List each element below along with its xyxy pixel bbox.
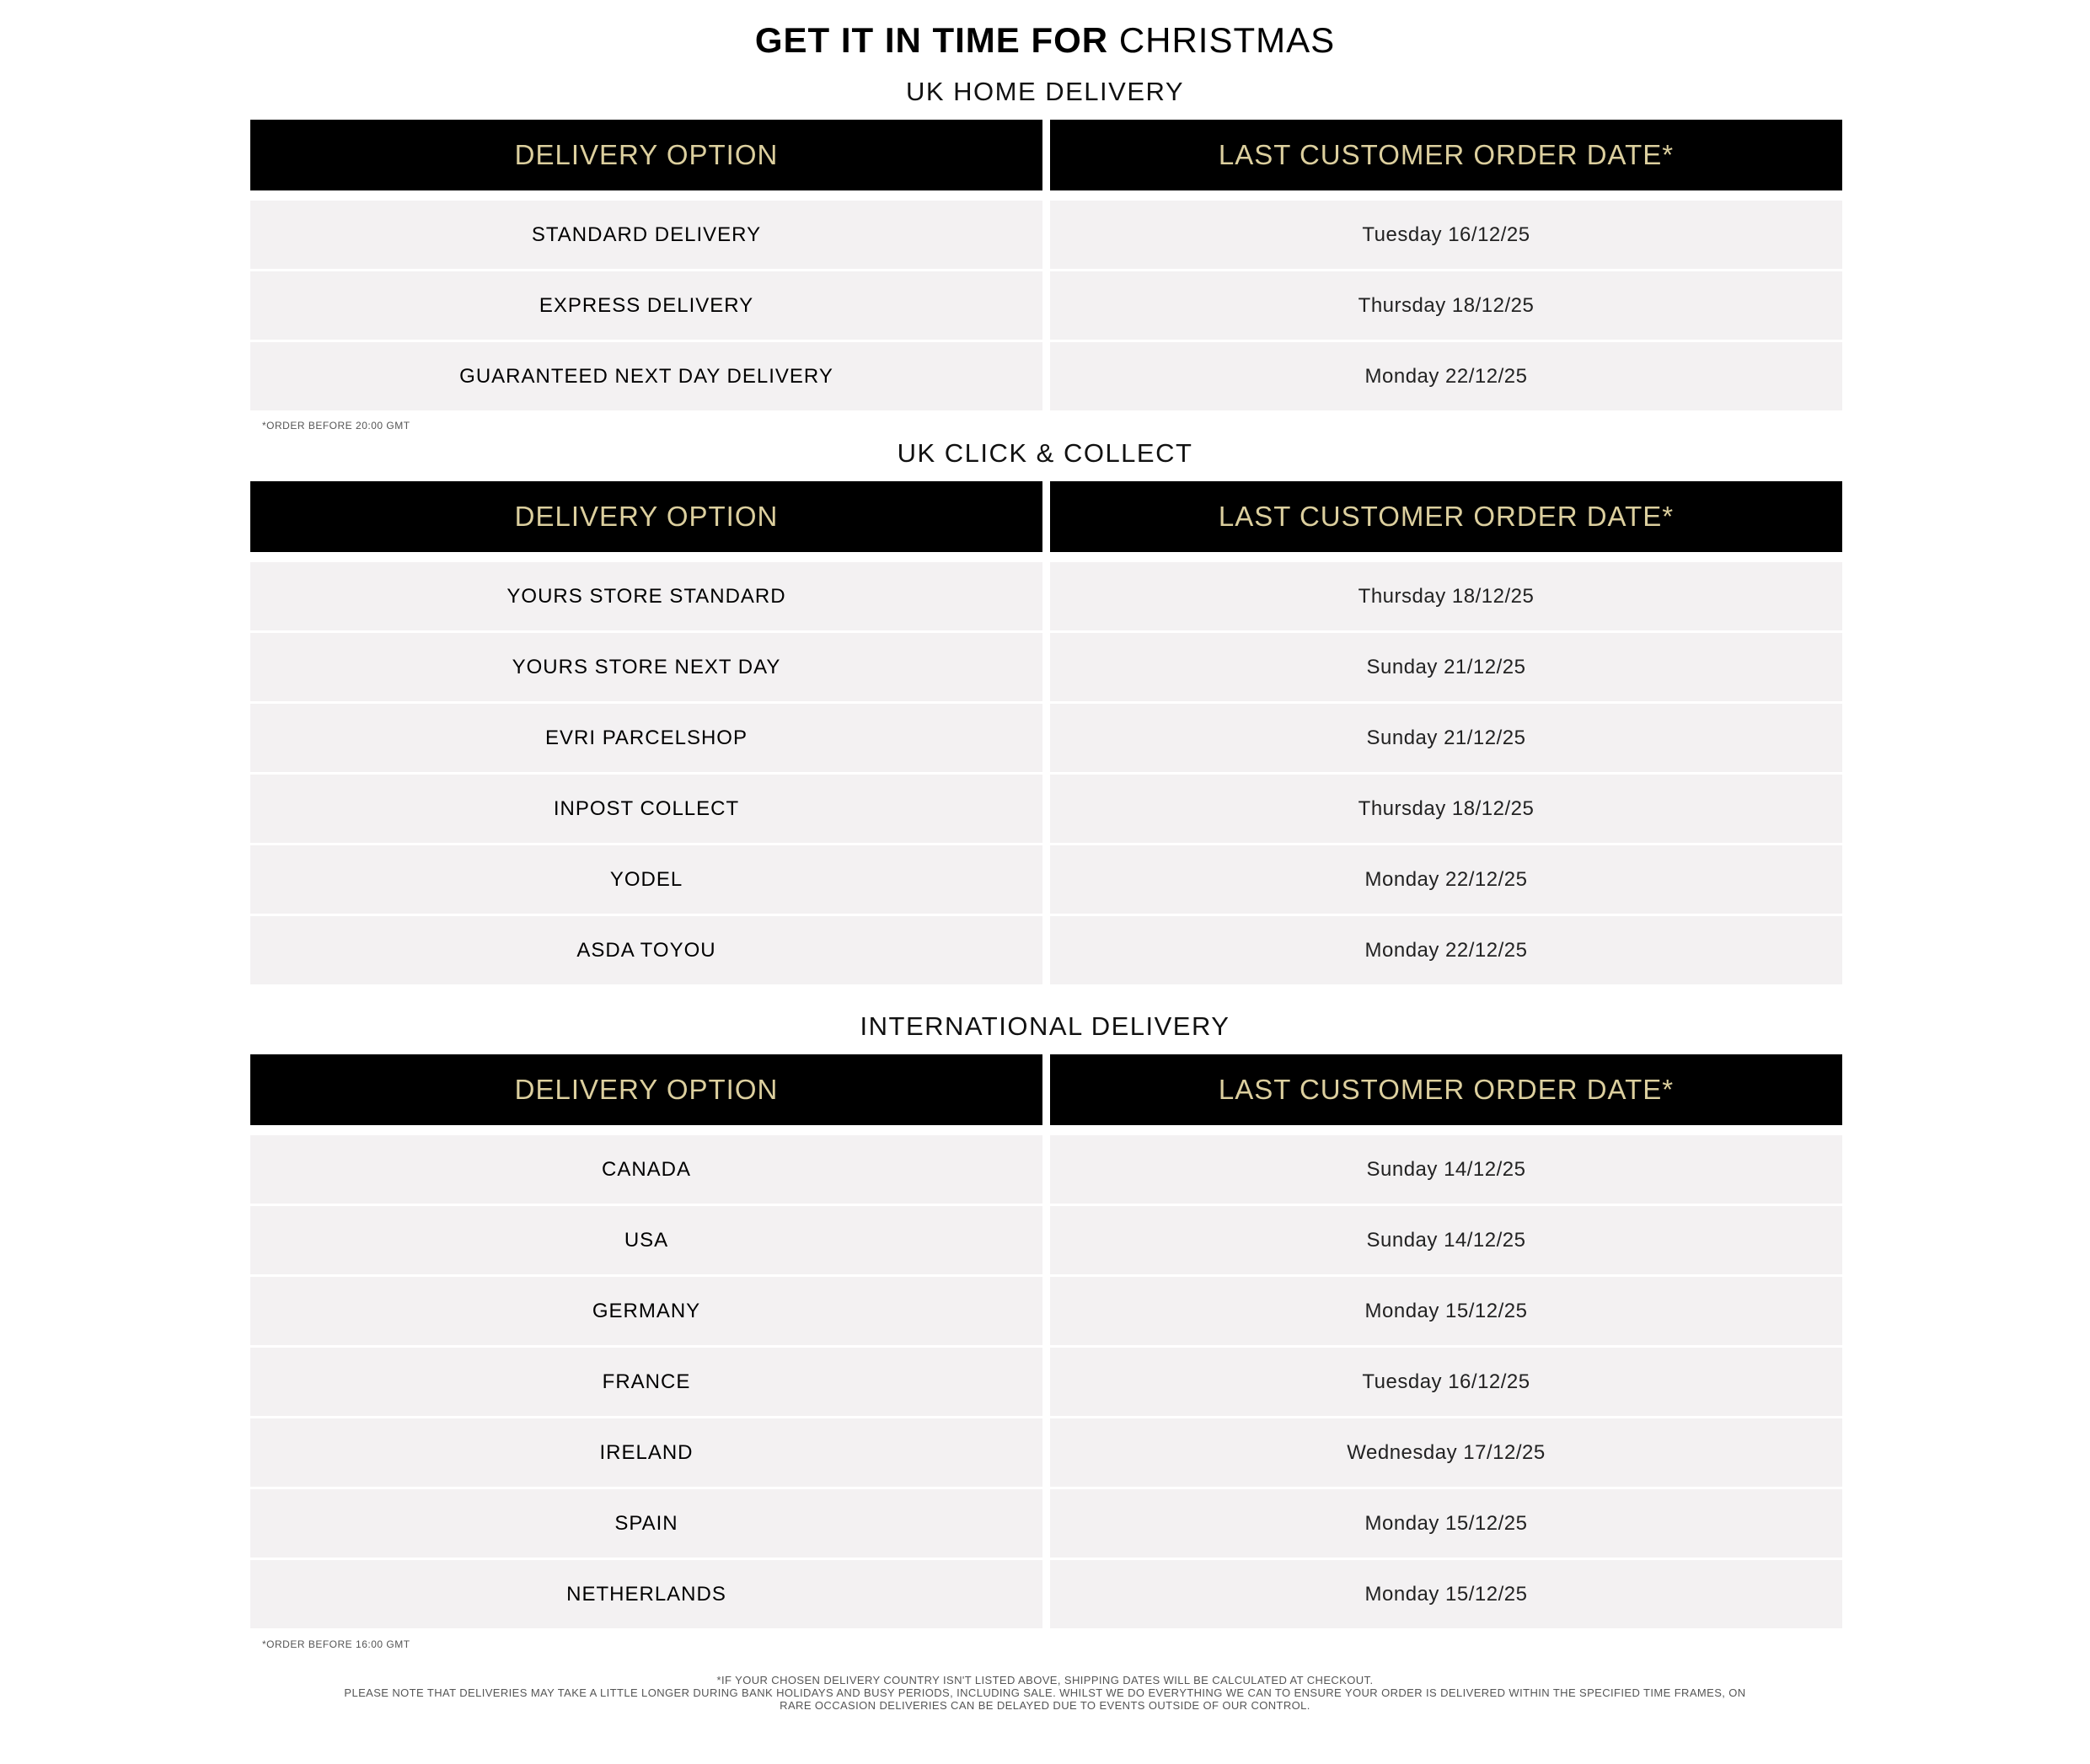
- delivery-option-cell: EVRI PARCELSHOP: [250, 704, 1042, 775]
- table-row: [250, 1348, 1842, 1418]
- order-date-cell: Sunday 21/12/25: [1050, 704, 1842, 775]
- international-delivery-title: INTERNATIONAL DELIVERY: [860, 1011, 1230, 1041]
- delivery-option-cell: FRANCE: [250, 1348, 1042, 1418]
- table-row: [250, 1560, 1842, 1631]
- table-header-row: [250, 1054, 1842, 1125]
- header-last-order-date: LAST CUSTOMER ORDER DATE*: [1050, 1054, 1842, 1125]
- uk-home-order-note: *ORDER BEFORE 20:00 GMT: [262, 420, 410, 432]
- order-date-cell: Thursday 18/12/25: [1050, 775, 1842, 845]
- table-row: [250, 562, 1842, 633]
- international-order-note: *ORDER BEFORE 16:00 GMT: [262, 1638, 410, 1650]
- delivery-option-cell: IRELAND: [250, 1418, 1042, 1489]
- header-delivery-option: DELIVERY OPTION: [250, 1054, 1042, 1125]
- delivery-option-cell: NETHERLANDS: [250, 1560, 1042, 1631]
- table-row: [250, 845, 1842, 916]
- delivery-option-cell: GERMANY: [250, 1277, 1042, 1348]
- order-date-cell: Wednesday 17/12/25: [1050, 1418, 1842, 1489]
- header-last-order-date: LAST CUSTOMER ORDER DATE*: [1050, 120, 1842, 190]
- uk-click-collect-title: UK CLICK & COLLECT: [897, 438, 1193, 468]
- delivery-option-cell: INPOST COLLECT: [250, 775, 1042, 845]
- order-date-cell: Monday 15/12/25: [1050, 1560, 1842, 1631]
- table-row: [250, 201, 1842, 271]
- order-date-cell: Sunday 14/12/25: [1050, 1206, 1842, 1277]
- table-row: [250, 775, 1842, 845]
- order-date-cell: Thursday 18/12/25: [1050, 271, 1842, 342]
- order-date-cell: Tuesday 16/12/25: [1050, 201, 1842, 271]
- uk-click-collect-table: [250, 481, 1842, 987]
- page-title-bold: GET IT IN TIME FOR: [754, 20, 1109, 60]
- page-title: [0, 19, 2090, 62]
- order-date-cell: Thursday 18/12/25: [1050, 562, 1842, 633]
- order-date-cell: Monday 22/12/25: [1050, 342, 1842, 413]
- delivery-option-cell: YOURS STORE NEXT DAY: [250, 633, 1042, 704]
- table-row: [250, 916, 1842, 987]
- delivery-option-cell: USA: [250, 1206, 1042, 1277]
- order-date-cell: Monday 15/12/25: [1050, 1277, 1842, 1348]
- table-header-row: [250, 481, 1842, 552]
- delivery-option-cell: CANADA: [250, 1135, 1042, 1206]
- order-date-cell: Monday 22/12/25: [1050, 845, 1842, 916]
- footer-line-2: PLEASE NOTE THAT DELIVERIES MAY TAKE A LITTLE LONGER DURING BANK HOLIDAYS AND BUSY PERIODS, INCLUDING SALE. WHILST WE DO EVERYTHING WE CAN TO ENSURE YOUR ORDER IS DELIVERED WITHIN THE SPECIFIED TIME FRAMES, ON: [344, 1686, 1746, 1699]
- order-date-cell: Monday 22/12/25: [1050, 916, 1842, 987]
- table-row: [250, 342, 1842, 413]
- page-title-light: CHRISTMAS: [1118, 20, 1336, 60]
- table-row: [250, 704, 1842, 775]
- delivery-option-cell: STANDARD DELIVERY: [250, 201, 1042, 271]
- uk-home-delivery-title: UK HOME DELIVERY: [905, 77, 1185, 106]
- footer-line-1: *IF YOUR CHOSEN DELIVERY COUNTRY ISN'T LISTED ABOVE, SHIPPING DATES WILL BE CALCULATED AT CHECKOUT.: [716, 1674, 1374, 1686]
- delivery-option-cell: YODEL: [250, 845, 1042, 916]
- table-row: [250, 1206, 1842, 1277]
- table-row: [250, 1489, 1842, 1560]
- footer-disclaimer: [337, 1674, 1753, 1712]
- header-delivery-option: DELIVERY OPTION: [250, 120, 1042, 190]
- header-delivery-option: DELIVERY OPTION: [250, 481, 1042, 552]
- delivery-option-cell: ASDA TOYOU: [250, 916, 1042, 987]
- order-date-cell: Sunday 21/12/25: [1050, 633, 1842, 704]
- table-row: [250, 1277, 1842, 1348]
- table-row: [250, 633, 1842, 704]
- order-date-cell: Sunday 14/12/25: [1050, 1135, 1842, 1206]
- delivery-option-cell: EXPRESS DELIVERY: [250, 271, 1042, 342]
- header-last-order-date: LAST CUSTOMER ORDER DATE*: [1050, 481, 1842, 552]
- table-row: [250, 271, 1842, 342]
- order-date-cell: Monday 15/12/25: [1050, 1489, 1842, 1560]
- international-delivery-table: [250, 1054, 1842, 1631]
- footer-line-3: RARE OCCASION DELIVERIES CAN BE DELAYED DUE TO EVENTS OUTSIDE OF OUR CONTROL.: [780, 1699, 1310, 1712]
- delivery-option-cell: YOURS STORE STANDARD: [250, 562, 1042, 633]
- delivery-option-cell: SPAIN: [250, 1489, 1042, 1560]
- table-row: [250, 1418, 1842, 1489]
- table-row: [250, 1135, 1842, 1206]
- uk-home-delivery-table: [250, 120, 1842, 413]
- delivery-option-cell: GUARANTEED NEXT DAY DELIVERY: [250, 342, 1042, 413]
- table-header-row: [250, 120, 1842, 190]
- order-date-cell: Tuesday 16/12/25: [1050, 1348, 1842, 1418]
